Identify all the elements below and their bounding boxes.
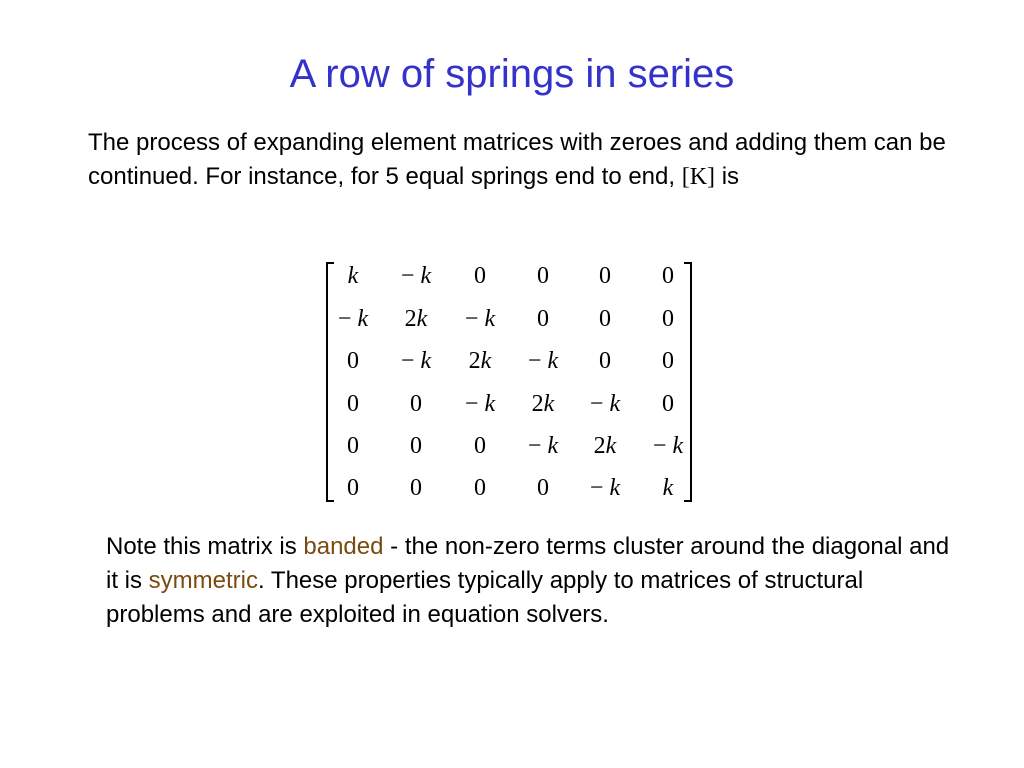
matrix-cell-r4-c6: 0 [662, 391, 674, 417]
matrix-cell-r2-c3: − k [464, 306, 496, 332]
matrix-cell-r5-c2: 0 [410, 433, 422, 459]
stiffness-matrix-symbol: [K] [681, 164, 716, 190]
matrix-cell-r2-c5: 0 [599, 306, 611, 332]
matrix-cell-r5-c3: 0 [474, 433, 486, 459]
matrix-cell-r1-c2: − k [400, 263, 432, 289]
stiffness-matrix [318, 258, 700, 506]
matrix-cell-r3-c3: 2k [468, 348, 492, 374]
matrix-right-bracket [684, 262, 692, 502]
matrix-cell-r1-c6: 0 [662, 263, 674, 289]
matrix-cell-r6-c6: k [662, 475, 674, 501]
matrix-cell-r3-c2: − k [400, 348, 432, 374]
intro-text: The process of expanding element matrices with zeroes and adding them can be continued. For instance, for 5 equal springs end to end, [88, 129, 946, 190]
matrix-cell-r1-c5: 0 [599, 263, 611, 289]
matrix-cell-r3-c5: 0 [599, 348, 611, 374]
matrix-cell-r5-c1: 0 [347, 433, 359, 459]
matrix-cell-r2-c1: − k [337, 306, 369, 332]
matrix-left-bracket [326, 262, 334, 502]
matrix-cell-r1-c1: k [347, 263, 359, 289]
note-paragraph [106, 530, 966, 632]
intro-tail: is [721, 163, 740, 190]
matrix-cell-r1-c4: 0 [537, 263, 549, 289]
note-text-1: Note this matrix is [106, 533, 304, 560]
note-text-2: - the non-zero terms cluster around the diagonal and it is [106, 533, 950, 594]
matrix-cell-r4-c3: − k [464, 391, 496, 417]
slide-title: A row of springs in series [289, 52, 735, 96]
matrix-cell-r5-c4: − k [527, 433, 559, 459]
matrix-cell-r5-c5: 2k [593, 433, 617, 459]
note-text-3: . These properties typically apply to matrices of structural problems and are exploited in equation solvers. [106, 567, 864, 628]
matrix-cell-r6-c2: 0 [410, 475, 422, 501]
matrix-cell-r6-c1: 0 [347, 475, 359, 501]
matrix-cell-r3-c6: 0 [662, 348, 674, 374]
matrix-cell-r6-c5: − k [589, 475, 621, 501]
matrix-cell-r3-c4: − k [527, 348, 559, 374]
matrix-cell-r1-c3: 0 [474, 263, 486, 289]
intro-paragraph [88, 126, 948, 194]
term-banded: banded [303, 533, 384, 560]
matrix-cell-r4-c4: 2k [531, 391, 555, 417]
matrix-cell-r2-c2: 2k [404, 306, 428, 332]
matrix-cell-r5-c6: − k [652, 433, 684, 459]
matrix-cell-r4-c5: − k [589, 391, 621, 417]
matrix-cell-r2-c6: 0 [662, 306, 674, 332]
matrix-cell-r6-c4: 0 [537, 475, 549, 501]
matrix-cell-r3-c1: 0 [347, 348, 359, 374]
matrix-cell-r4-c1: 0 [347, 391, 359, 417]
matrix-cell-r2-c4: 0 [537, 306, 549, 332]
term-symmetric: symmetric [148, 567, 258, 594]
matrix-cell-r4-c2: 0 [410, 391, 422, 417]
matrix-cell-r6-c3: 0 [474, 475, 486, 501]
